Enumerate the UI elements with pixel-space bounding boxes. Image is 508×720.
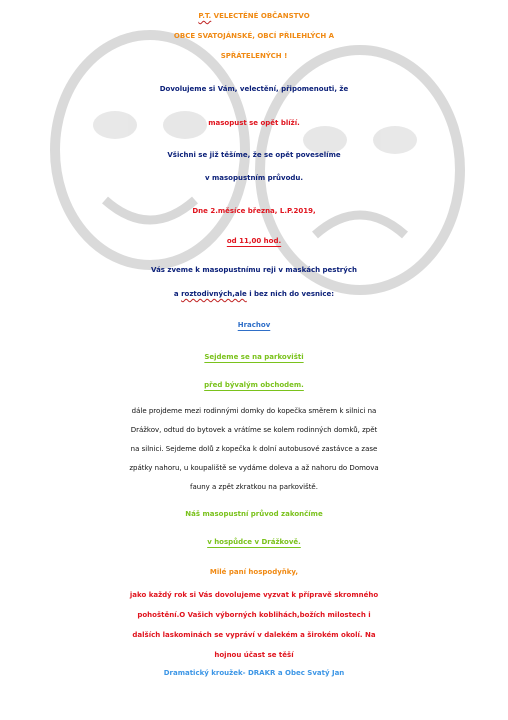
invite-block (0, 258, 508, 306)
header-salutation: VELECTĚNÉ OBČANSTVO (211, 12, 310, 20)
invite-line-1: Vás zveme k masopustnímu reji v maskách pestrých (151, 266, 357, 274)
housewives-greeting: Milé paní hospodyňky, (209, 568, 299, 576)
everyone-block (0, 144, 508, 190)
finish-line-1: Náš masopustní průvod zakončíme (185, 510, 323, 518)
route-line: Drážkov, odtud do bytovek a vrátíme se kolem rodinných domků, zpět (130, 426, 378, 434)
date-line-2: od 11,00 hod. (226, 237, 282, 245)
headline: masopust se opět blíží. (208, 119, 300, 127)
route-line: zpátky nahoru, u koupaliště se vydáme doleva a až nahoru do Domova (129, 464, 379, 472)
housewives-block (0, 585, 508, 665)
route-line: fauny a zpět zkratkou na parkoviště. (190, 483, 318, 491)
finish-block (0, 500, 508, 556)
housewives-line: pohoštění.O Vašich výborných koblihách,božích milostech i (137, 611, 371, 619)
header-block (0, 6, 508, 66)
invite-line-2-start: a (173, 290, 182, 298)
signature: Dramatický kroužek- DRAKR a Obec Svatý Jan (163, 669, 345, 677)
invite-line-2-end: i bez nich do vesnice: (246, 290, 335, 298)
date-block (0, 196, 508, 256)
header-pt: P.T. (198, 12, 212, 20)
invite-line-2 (0, 282, 508, 306)
housewives-line: jako každý rok si Vás dovolujeme vyzvat k přípravě skromného (129, 591, 379, 599)
date-line-1: Dne 2.měsíce března, L.P.2019, (192, 207, 316, 215)
header-line-3: SPŘÁTELENÝCH ! (220, 52, 288, 60)
meet-line-1: Sejdeme se na parkovišti (204, 353, 304, 361)
everyone-line-2: v masopustním průvodu. (204, 174, 304, 182)
housewives-line: hojnou účast se těší (214, 651, 294, 659)
village-name: Hrachov (237, 321, 271, 329)
route-line: dále projdeme mezi rodinnými domky do kopečka směrem k silnici na (131, 407, 377, 415)
route-line: na silnici. Sejdeme dolů z kopečka k dolní autobusové zastávce a zase (130, 445, 378, 453)
finish-line-2: v hospůdce v Drážkově. (207, 538, 301, 546)
intro-text: Dovolujeme si Vám, velectění, připomenouti, že (159, 85, 349, 93)
meet-block (0, 343, 508, 399)
route-block (0, 402, 508, 497)
header-line-1 (0, 6, 508, 26)
header-line-2: OBCE SVATOJÁNSKÉ, OBCÍ PŘILEHLÝCH A (173, 32, 335, 40)
everyone-line-1: Všichni se již těšíme, že se opět poveselíme (167, 151, 341, 159)
meet-line-2: před bývalým obchodem. (204, 381, 304, 389)
housewives-line: dalších laskominách se vypráví v dalekém a širokém okolí. Na (132, 631, 376, 639)
invite-line-2-underlined: roztodivných,ale (181, 290, 247, 298)
